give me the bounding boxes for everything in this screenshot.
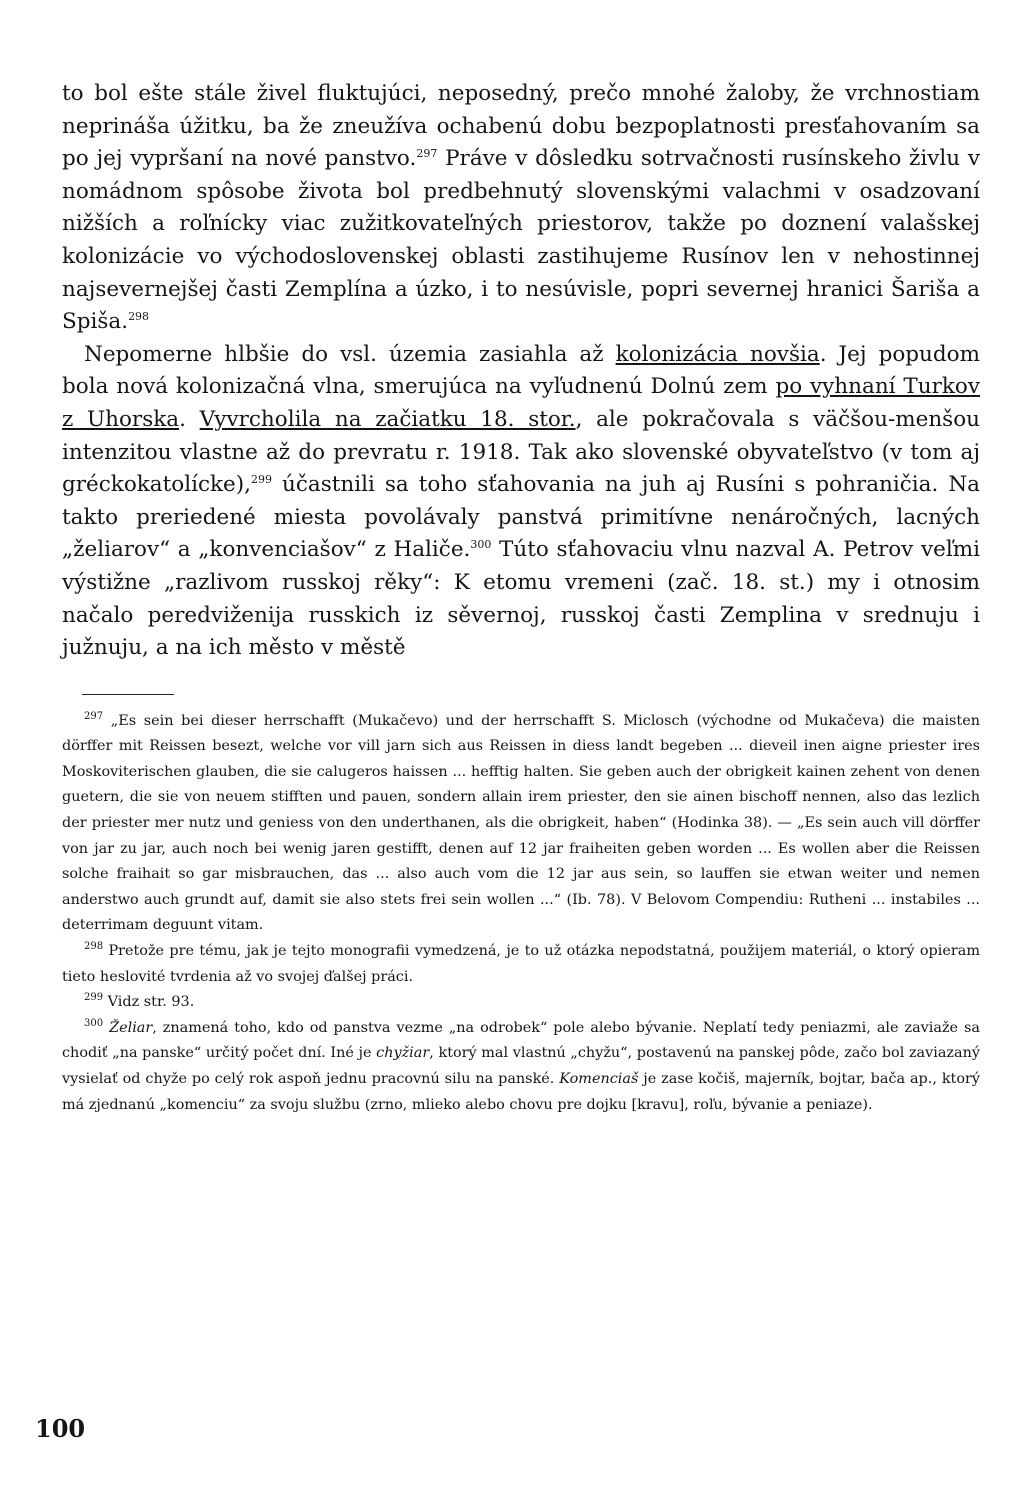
footnote-text: Pretože pre tému, jak je tejto monografii vymedzená, je to už otázka nepodstatná, použijem materiál, o ktorý opieram tieto heslovité tvrdenia až vo svojej ďalšej práci. <box>62 943 980 985</box>
footnote-number: 298 <box>84 941 104 953</box>
footnote-ref: 300 <box>470 538 492 552</box>
italic-term: Želiar <box>109 1019 153 1036</box>
footnote <box>62 939 980 990</box>
text-run: účastnili sa toho sťahovania na juh aj Rusíni s pohraničia. Na takto preriedené miesta povolávaly panstvá primitívne nenáročných, lacných „želiarov“ a „konvenciašov“ z Haliče. <box>62 472 980 563</box>
footnote-ref: 298 <box>128 310 150 323</box>
main-text <box>62 78 980 665</box>
italic-term: chyžiar <box>376 1045 430 1062</box>
book-page <box>62 78 980 1118</box>
footnote-divider <box>82 694 174 695</box>
footnote-text: „Es sein bei dieser herrschafft (Mukačevo) und der herrschafft S. Miclosch (východne od Mukačeva) die maisten dörffer mit Reissen besezt, welche vor vill jarn sich aus Reissen in diess landt begeben ... dieveil inen aigne priester ires Moskoviterischen glauben, die sie calugeros haissen ... hefftig halten. Sie geben auch der obrigkeit kainen zehent von denen guetern, die sie von neuem stifften und pauen, sondern allain irem priester, den sie ainen bischoff nennen, also das lezlich der priester mer nutz und geniess von den underthanen, als die obrigkeit, haben“ (Hodinka 38). — „Es sein auch vill dörffer von jar zu jar, auch noch bei wenig jaren gestifft, denen auf 12 jar fraiheiten geben worden ... Es wollen aber die Reissen solche fraihait so gar misbrauchen, das ... also auch vom die 12 jar aus sein, so lauffen sie etwan weiter und nemen anderstwo auch grundt auf, damit sie also stets frei sein wollen ...“ (Ib. 78). V Belovom Compendiu: Rutheni ... instabiles ... deterrimam deguunt vitam. <box>62 712 981 934</box>
text-run: , ale pokračovala s väčšou-menšou intenzitou vlastne až do prevratu r. 1918. Tak ako slovenské obyvateľstvo (v tom aj gréckokatolícke), <box>62 406 980 498</box>
text-run: . <box>179 406 200 432</box>
text-run: Práve v dôsledku sotrvačnosti rusínskeho živlu v nomádnom spôsobe života bol predbehnutý slovenskými valachmi v osadzovaní nižších a roľnícky viac zužitkovateľných priestorov, takže po doznení valašskej kolonizácie vo východoslovenskej oblasti zastihujeme Rusínov len v nehostinnej najsevernejšej časti Zemplína a úzko, i to nesúvisle, popri severnej hranici Šariša a Spiša. <box>62 146 980 335</box>
footnotes <box>62 709 980 1119</box>
italic-term: Komenciaš <box>559 1071 639 1087</box>
text-run: . Jej popudom bola nová kolonizačná vlna, smerujúca na vyľudnenú Dolnú zem <box>62 341 980 400</box>
footnote-text: Vidz str. 93. <box>107 994 195 1011</box>
footnote <box>62 990 980 1016</box>
underlined-text: Vyvrcholila na začiatku 18. stor. <box>199 406 576 432</box>
footnote <box>62 709 980 939</box>
text-run: to bol ešte stále živel fluktujúci, neposedný, prečo mnohé žaloby, že vrchnostiam neprináša úžitku, ba že zneužíva ochabenú dobu bezpoplatnosti presťahovaním sa po jej vypršaní na nové panstvo. <box>62 81 980 172</box>
underlined-text: kolonizácia novšia <box>615 341 820 367</box>
footnote-number: 299 <box>84 992 104 1004</box>
footnote-text: je zase kočiš, majerník, bojtar, bača ap., ktorý má zjednanú „komenciu“ za svoju službu (zrno, mlieko alebo chovu pre dojku [kravu], roľu, bývanie a peniaze). <box>62 1071 980 1113</box>
footnote-number: 300 <box>84 1018 104 1030</box>
underlined-text: po vyhnaní Turkov z Uhorska <box>62 374 980 432</box>
footnote-number: 297 <box>84 710 104 722</box>
text-run: Túto sťahovaciu vlnu nazval A. Petrov veľmi výstižne „razlivom russkoj rěky“: K etomu vremeni (zač. 18. st.) my i otnosim načalo peredviženija russkich iz sěvernoj, russkoj časti Zemplina v srednuju i južnuju, a na ich město v městě <box>62 537 981 661</box>
footnote-ref: 299 <box>250 472 272 486</box>
footnote-ref: 297 <box>416 147 438 161</box>
footnote-text: , ktorý mal vlastnú „chyžu“, postavenú na panskej pôde, začo bol zaviazaný vysielať od chyže po celý rok aspoň jednu pracovnú silu na panské. <box>62 1045 980 1087</box>
text-run: Nepomerne hlbšie do vsl. územia zasiahla až <box>84 341 616 367</box>
footnote <box>62 1016 980 1118</box>
footnote-text: , znamená toho, kdo od panstva vezme „na odrobek“ pole alebo bývanie. Neplatí tedy peniazmi, ale zaviaže sa chodiť „na panske“ určitý počet dní. Iné je <box>62 1019 980 1062</box>
page-number: 100 <box>35 1414 86 1443</box>
paragraph-1 <box>62 78 980 339</box>
paragraph-2 <box>62 339 980 665</box>
